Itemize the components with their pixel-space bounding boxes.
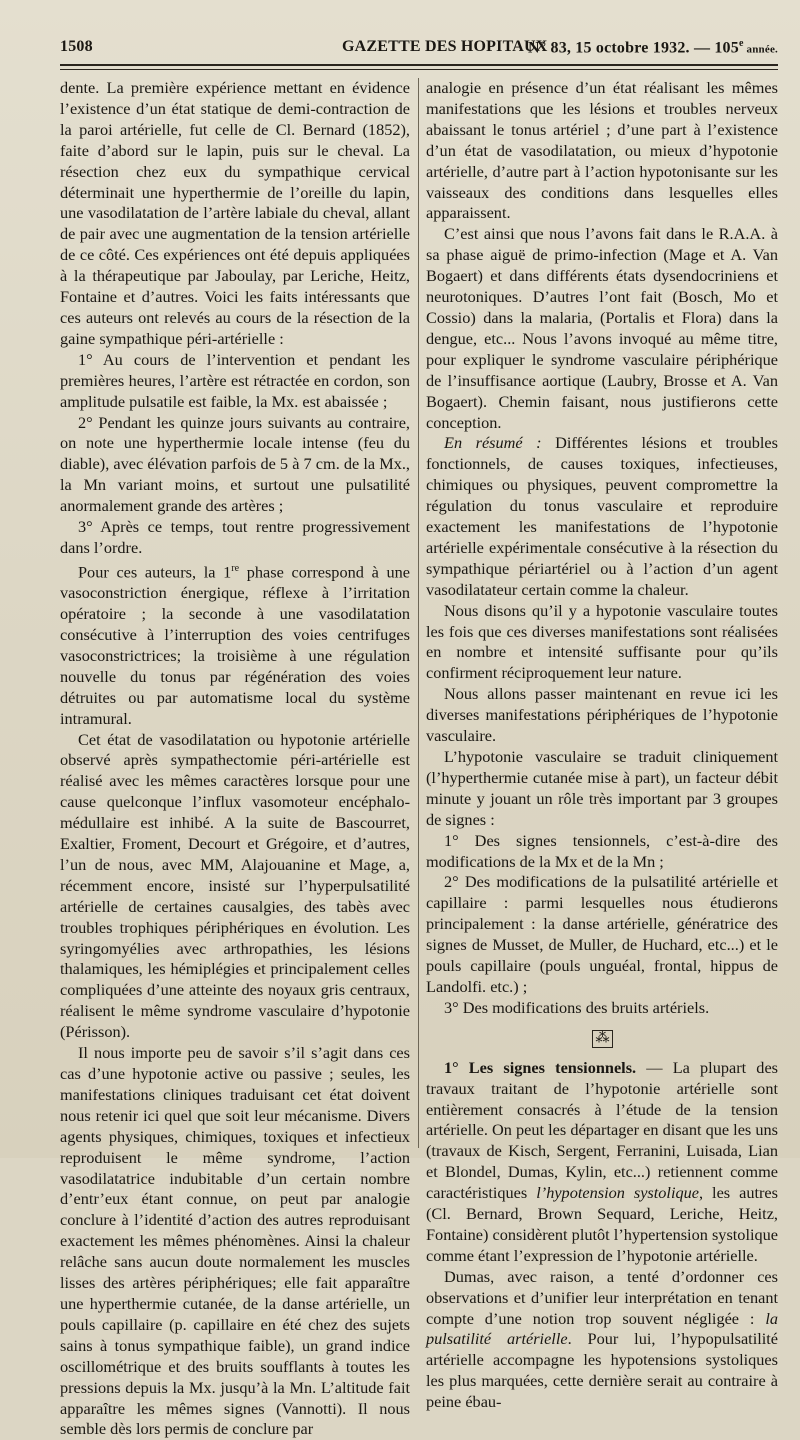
section-separator: [426, 1029, 778, 1050]
left-column: [60, 78, 410, 1439]
text-run: — La plupart des travaux traitant de l’hypotonie artérielle sont entièrement consacrés à l’étude de la tension artérielle. On peut les départager en disant que les uns (travaux de Kisch, Sergent, Ferranini, Luisada, Lian et Blondel, Dumas, Kylin, etc...) retiennent comme caractéristiques: [426, 1057, 779, 1203]
list-item: 3° Des modifications des bruits artériels.: [444, 997, 710, 1017]
list-item: 1° Des signes tensionnels, c’est-à-dire des modifications de la Mx et de la Mn ;: [426, 830, 778, 871]
issue-ordinal: e: [738, 38, 744, 49]
text-run: phase correspond à une vasoconstriction énergique, réflexe à l’irritation opératoire ; la seconde à une vasodilatation consécutive à l’interruption des voies centrifuges vasoconstrictrices; la troisième à une régulation nouvelle du tonus par régénération des voies détruites ou par automatisme local du système intramural.: [60, 562, 410, 728]
paragraph: [426, 1267, 778, 1413]
paragraph: Nous allons passer maintenant en revue ici les diverses manifestations périphériques de l’hypotonie vasculaire.: [426, 684, 778, 746]
paragraph: 2° Pendant les quinze jours suivants au contraire, on note une hyperthermie locale intense (feu du diable), avec élévation parfois de 5 à 7 cm. de la Mx., la Mn variant moins, et surtout une pulsatilité anormalement grande des artères ;: [60, 412, 410, 516]
paragraph: 1° Au cours de l’intervention et pendant les premières heures, l’artère est rétractée en cordon, son amplitude pulsatile est faible, la Mx. est abaissée ;: [60, 349, 410, 411]
text-run: , les autres (Cl. Bernard, Brown Sequard, Leriche, Heitz, Fontaine) considèrent plutôt l’hypertension systolique comme étant l’expression de l’hypotonie artérielle.: [426, 1183, 778, 1265]
italic-run: l’hypotension systolique: [536, 1183, 699, 1203]
italic-run: la pulsatilité artérielle: [426, 1308, 778, 1349]
paragraph: Nous disons qu’il y a hypotonie vasculaire toutes les fois que ces diverses manifestations sont réalisées en nombre et intensité suffisante pour qu’ils confirment réciproquement leur nature.: [426, 600, 778, 683]
paragraph: dente. La première expérience mettant en évidence l’existence d’un état statique de demi-contraction de la paroi artérielle, fut celle de Cl. Bernard (1852), faite d’abord sur le lapin, puis sur le cheval. La résection chez eux du sympathique cervical déterminait une hyperthermie de l’oreille du lapin, une vasodilatation de l’artère labiale du cheval, allant de pair avec une augmentation de la tension artérielle de ce côté. Ces expériences ont été depuis appliquées à la thérapeutique par Jaboulay, par Leriche, Heitz, Fontaine et d’autres. Voici les faits intéressants que ces auteurs ont relevés au cours de la résection de la gaine sympathique péri-artérielle :: [60, 78, 410, 348]
journal-title: GAZETTE DES HOPITAUX: [342, 38, 548, 55]
paragraph: Cet état de vasodilatation ou hypotonie artérielle observé après sympathectomie péri-artérielle est réalisé avec les mêmes caractères lorsque pour une cause quelconque l’influx vasomoteur encéphalo-médullaire est inhibé. A la suite de Bascourret, Exaltier, Froment, Decourt et Grégoire, et d’autres, l’un de nous, avec MM, Alajouanine et Mage, a, récemment encore, insisté sur l’hyperpulsatilité artérielle de certaines causalgies, des tabès avec troubles trophiques périphériques en évolution. Les syringomyélies avec arthropathies, les lésions thalamiques, les hémiplégies et principalement celles compliquées d’une atteinte des noyaux gris centraux, réalisent le même syndrome vasculaire d’hypotonie (Périsson).: [60, 729, 410, 1042]
superscript: re: [231, 562, 240, 574]
paragraph: [426, 433, 778, 600]
paragraph: analogie en présence d’un état réalisant les mêmes manifestations que les lésions et troubles nerveux abaissant le tonus artériel ; d’une part à l’existence d’un état de vasodilatation, ou mieux d’hypotonie artérielle, d’autre part à l’action hypotonisante sur les vaisseaux des conditions dans lesquelles elles apparaissent.: [426, 78, 778, 223]
section-heading: 1° Les signes tensionnels.: [444, 1057, 637, 1077]
header-rule-thin: [60, 69, 778, 70]
page-number: 1508: [60, 38, 93, 55]
page-header: [60, 38, 778, 62]
issue-info: [528, 38, 778, 57]
text-run: Différentes lésions et troubles fonctionnels, de causes toxiques, infectieuses, chimiques ou physiques, peuvent compromettre la régulation du tonus vasculaire et reproduire exactement les manifestations de l’hypotonie artérielle expérimentale consécutive à la résection du sympathique périartériel ou à l’action d’un agent vasodilatateur certain comme la chaleur.: [426, 433, 778, 599]
text-run: Pour ces auteurs, la 1: [78, 562, 232, 582]
list-item: 2° Des modifications de la pulsatilité artérielle et capillaire : parmi lesquelles nous étudierons principalement : la danse artérielle, génératrice des signes de Musset, de Muller, de Huchard, etc...) et le pouls capillaire (pouls unguéal, frontal, hippus de Landolfi. etc.) ;: [426, 872, 778, 996]
paragraph: [426, 1058, 778, 1267]
asterism-icon: ⁂: [592, 1030, 613, 1048]
header-rule: [60, 64, 778, 66]
paragraph: 3° Après ce temps, tout rentre progressivement dans l’ordre.: [60, 517, 410, 557]
issue-date: N° 83, 15 octobre 1932. — 105: [527, 39, 739, 57]
text-run: . Pour lui, l’hypopulsatilité artérielle accompagne les hypotensions systoliques les plus marquées, cette dernière serait au contraire à peine ébau-: [426, 1329, 779, 1412]
column-divider: [418, 78, 419, 1148]
paragraph: L’hypotonie vasculaire se traduit cliniquement (l’hyperthermie cutanée mise à part), un facteur débit minute y jouant un rôle très important par 3 groupes de signes :: [426, 747, 778, 829]
text-run: Dumas, avec raison, a tenté d’ordonner ces observations et d’unifier leur interprétation en tenant compte d’une notion trop souvent négligée :: [426, 1266, 778, 1328]
right-column: [426, 78, 779, 1412]
paragraph: C’est ainsi que nous l’avons fait dans le R.A.A. à sa phase aiguë de primo-infection (Mage et A. Van Bogaert) et dans différents états dysendocriniens et neurotoniques. D’autres l’ont fait (Bosch, Mo et Cossio) dans la malaria, (Portalis et Flora) dans la dengue, etc... Nous l’avons invoqué au même titre, pour expliquer le syndrome vasculaire périphérique de l’insuffisance aortique (Laubry, Brosse et A. Van Bogaert). Chemin faisant, nous justifierons cette conception.: [426, 224, 778, 432]
issue-suffix: année.: [743, 43, 778, 56]
paragraph: [60, 559, 410, 730]
paragraph: Il nous importe peu de savoir s’il s’agit dans ces cas d’une hypotonie active ou passive ; seules, les manifestations cliniques traduisant cet état doivent nous retenir ici quel que soit leur mécanisme. Divers agents physiques, chimiques, toxiques et infectieux reproduisent le même syndrome, l’action vasodilatatrice indubitable d’un certain nombre d’entr’eux étant connue, on peut par analogie conclure à l’identité d’action des autres reproduisant exactement les mêmes phénomènes. Ainsi la chaleur relâche sans aucun doute normalement les muscles lisses des artères périphériques; elle fait apparaître une hyperthermie cutanée, de la danse artérielle, un pouls capillaire (p. capillaire en été chez des sujets sains à tonus sympathique faible), un grand indice oscillométrique et des bruits soufflants à toutes les pressions depuis la Mx. jusqu’à la Mn. L’altitude fait apparaître les mêmes signes (Vannotti). Il nous semble dès lors permis de conclure par: [60, 1043, 410, 1439]
italic-label: En résumé :: [444, 433, 542, 453]
